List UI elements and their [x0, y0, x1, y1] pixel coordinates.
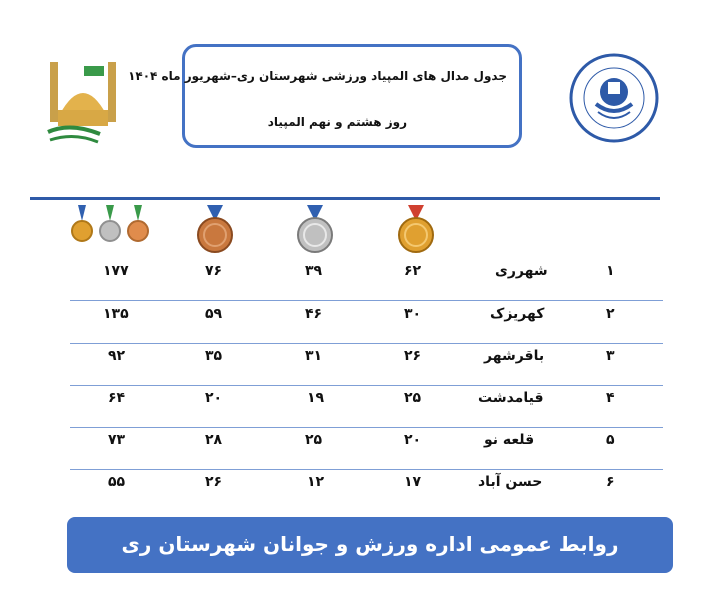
- gold-medal-icon: [393, 203, 439, 257]
- table-top-rule: [30, 197, 660, 200]
- team-cell: شهرری: [495, 263, 548, 279]
- gold-cell: ۲۶: [404, 348, 422, 364]
- gold-cell: ۳۰: [404, 306, 422, 322]
- bronze-medal-icon: [192, 203, 238, 257]
- silver-cell: ۳۹: [305, 263, 323, 279]
- silver-medal-icon: [292, 203, 338, 257]
- organization-logo: [568, 52, 660, 144]
- team-cell: باقرشهر: [484, 348, 545, 364]
- row-divider: [70, 300, 663, 301]
- total-cell: ۷۳: [108, 432, 126, 448]
- silver-cell: ۳۱: [305, 348, 323, 364]
- total-cell: ۵۵: [108, 474, 126, 490]
- silver-cell: ۲۵: [305, 432, 323, 448]
- page-subtitle: روز هشتم و نهم المپیاد: [267, 115, 407, 129]
- silver-cell: ۱۹: [307, 390, 325, 406]
- bronze-cell: ۲۰: [205, 390, 223, 406]
- title-box: [128, 44, 522, 148]
- team-cell: قلعه نو: [484, 432, 535, 448]
- medals-group-icon: [70, 203, 160, 251]
- row-divider: [70, 469, 663, 470]
- team-cell: کهریزک: [490, 306, 545, 322]
- row-divider: [70, 427, 663, 428]
- gold-cell: ۱۷: [404, 474, 422, 490]
- total-cell: ۱۳۵: [103, 306, 129, 322]
- bronze-cell: ۷۶: [205, 263, 223, 279]
- total-cell: ۱۷۷: [103, 263, 129, 279]
- total-cell: ۶۴: [108, 390, 126, 406]
- bronze-cell: ۵۹: [205, 306, 223, 322]
- rank-cell: ۴: [606, 390, 615, 406]
- rank-cell: ۶: [606, 474, 615, 490]
- rank-cell: ۵: [606, 432, 615, 448]
- row-divider: [70, 343, 663, 344]
- bronze-cell: ۲۸: [205, 432, 223, 448]
- gold-cell: ۲۰: [404, 432, 422, 448]
- festival-logo: [40, 52, 130, 148]
- total-cell: ۹۲: [108, 348, 126, 364]
- gold-cell: ۲۵: [404, 390, 422, 406]
- bronze-cell: ۳۵: [205, 348, 223, 364]
- rank-cell: ۱: [606, 263, 615, 279]
- silver-cell: ۱۲: [307, 474, 325, 490]
- rank-cell: ۳: [606, 348, 615, 364]
- row-divider: [70, 385, 663, 386]
- team-cell: حسن آباد: [478, 474, 543, 490]
- footer-banner: [67, 517, 673, 573]
- silver-cell: ۴۶: [305, 306, 323, 322]
- gold-cell: ۶۲: [404, 263, 422, 279]
- page-title: جدول مدال های المپیاد ورزشی شهرستان ری–شهریور ماه ۱۴۰۴: [128, 69, 507, 83]
- bronze-cell: ۲۶: [205, 474, 223, 490]
- rank-cell: ۲: [606, 306, 615, 322]
- footer-text: روابط عمومی اداره ورزش و جوانان شهرستان ری: [121, 532, 619, 556]
- team-cell: قیامدشت: [478, 390, 544, 406]
